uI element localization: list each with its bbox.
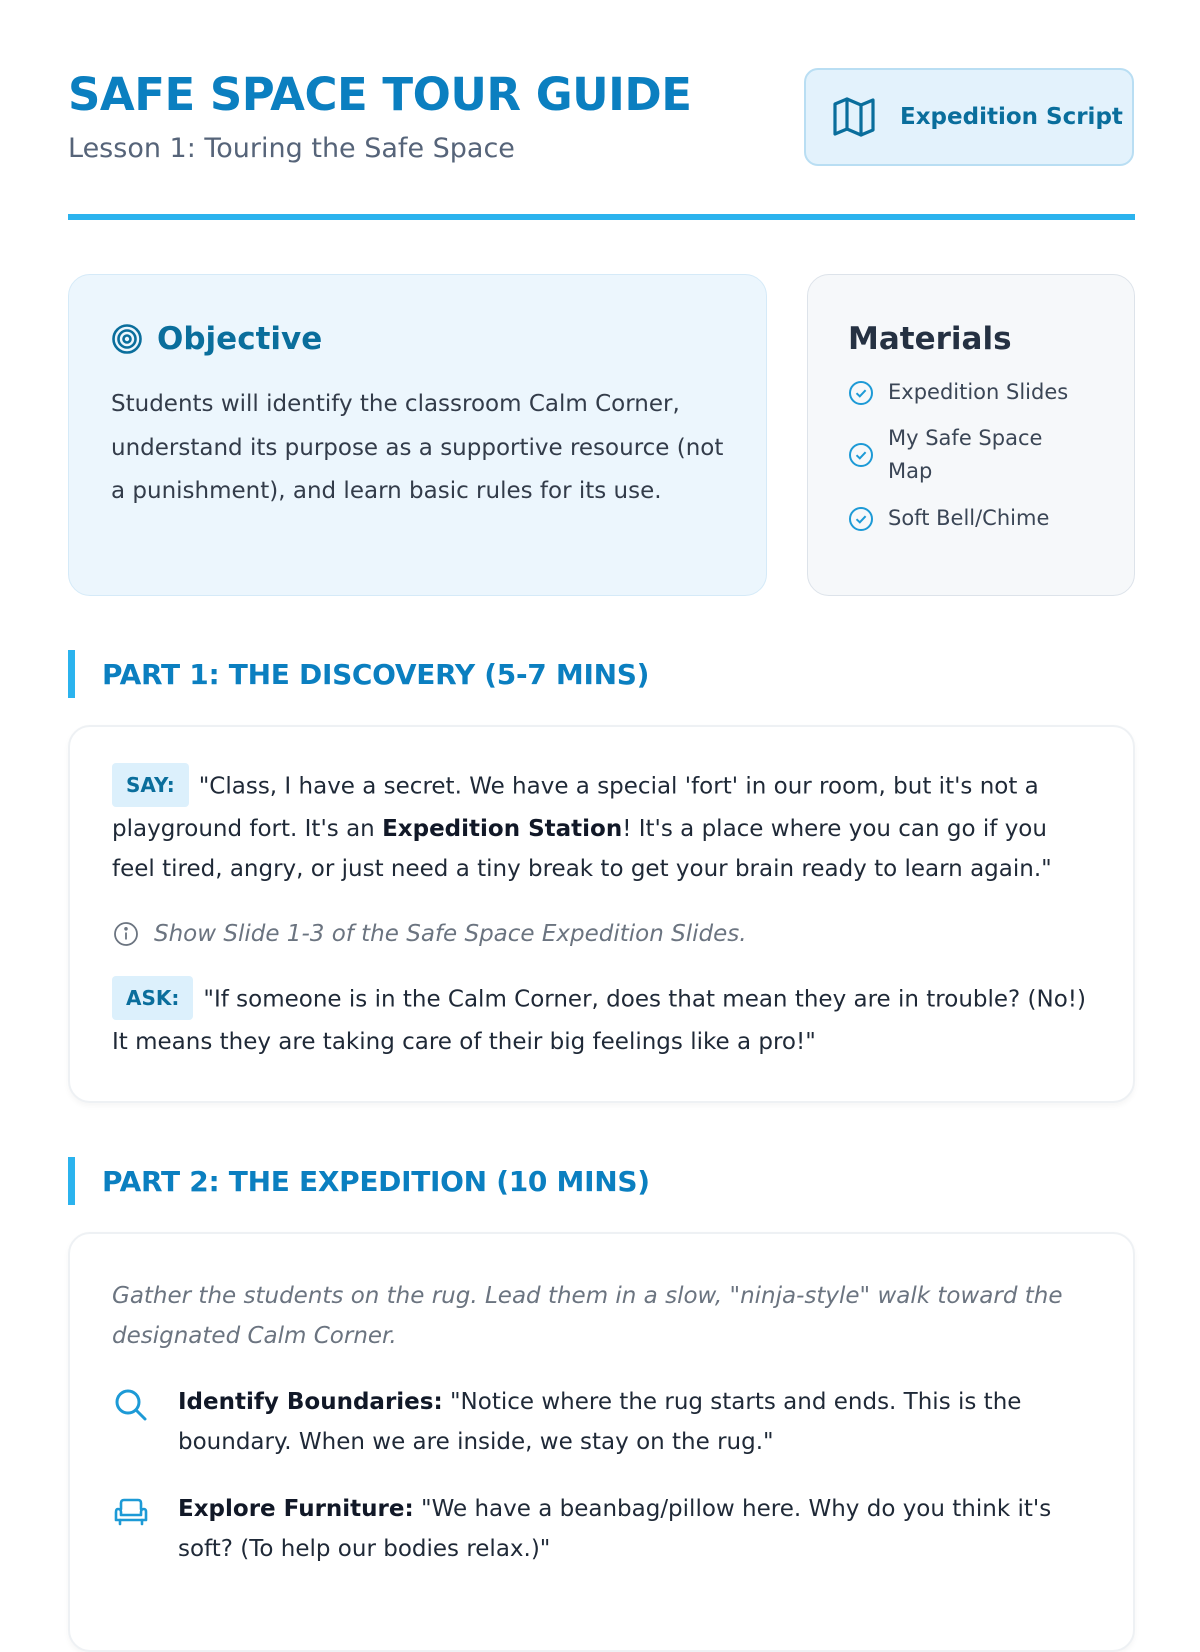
material-item	[848, 422, 1058, 488]
armchair-icon	[112, 1493, 150, 1531]
ask-tag: ASK:	[112, 976, 193, 1020]
part1-card	[68, 725, 1135, 1103]
objective-heading: Objective	[157, 321, 323, 357]
expedition-script-badge[interactable]	[804, 68, 1134, 166]
step-text	[178, 1489, 1078, 1569]
info-icon	[112, 920, 140, 948]
check-circle-icon	[848, 442, 874, 468]
page-subtitle: Lesson 1: Touring the Safe Space	[68, 133, 515, 164]
materials-heading: Materials	[848, 321, 1012, 357]
say-paragraph	[112, 765, 1087, 889]
material-item	[848, 502, 1088, 535]
teacher-note	[112, 920, 747, 948]
ask-text: "If someone is in the Calm Corner, does that mean they are in trouble? (No!) It means they are taking care of their big feelings like a pro!"	[112, 986, 1086, 1055]
step-label: Identify Boundaries:	[178, 1389, 443, 1415]
part2-heading: PART 2: THE EXPEDITION (10 MINS)	[102, 1164, 650, 1198]
say-bold: Expedition Station	[382, 816, 623, 842]
teacher-note-text: Show Slide 1-3 of the Safe Space Expedition Slides.	[154, 921, 747, 947]
material-item	[848, 376, 1088, 409]
objective-text: Students will identify the classroom Calm Corner, understand its purpose as a supportive resource (not a punishment), and learn basic rules for its use.	[111, 391, 724, 504]
step-text	[178, 1382, 1078, 1462]
step-label: Explore Furniture:	[178, 1496, 414, 1522]
say-text-a: "Class, I have a secret. We have a special 'fort' in our room, but it's not a playground fort. It's an	[112, 773, 1039, 842]
material-label: Soft Bell/Chime	[888, 506, 1050, 530]
material-label: My Safe Space Map	[888, 426, 1043, 483]
objective-card	[68, 274, 767, 596]
part2-heading-row	[68, 1157, 650, 1205]
objective-header	[111, 321, 322, 357]
part1-heading-row	[68, 650, 649, 698]
material-label: Expedition Slides	[888, 380, 1069, 404]
step-desc: "We have a beanbag/pillow here. Why do you think it's soft? (To help our bodies relax.)"	[178, 1496, 1052, 1562]
check-circle-icon	[848, 506, 874, 532]
part2-intro: Gather the students on the rug. Lead them in a slow, "ninja-style" walk toward the designated Calm Corner.	[112, 1283, 1063, 1349]
materials-card	[807, 274, 1135, 596]
target-icon	[111, 323, 143, 355]
header-divider	[68, 214, 1135, 220]
say-tag: SAY:	[112, 763, 189, 807]
say-text-b: ! It's a place where you can go if you feel tired, angry, or just need a tiny break to get your brain ready to learn again."	[112, 816, 1052, 882]
ask-paragraph	[112, 978, 1087, 1062]
page-title: SAFE SPACE TOUR GUIDE	[68, 68, 692, 121]
badge-label: Expedition Script	[900, 104, 1123, 130]
step-desc: "Notice where the rug starts and ends. This is the boundary. When we are inside, we stay on the rug."	[178, 1389, 1022, 1455]
search-icon	[112, 1386, 150, 1424]
part2-card	[68, 1232, 1135, 1652]
map-icon	[830, 93, 878, 141]
section-accent-bar	[68, 1157, 75, 1205]
check-circle-icon	[848, 380, 874, 406]
section-accent-bar	[68, 650, 75, 698]
part1-heading: PART 1: THE DISCOVERY (5-7 MINS)	[102, 657, 650, 691]
